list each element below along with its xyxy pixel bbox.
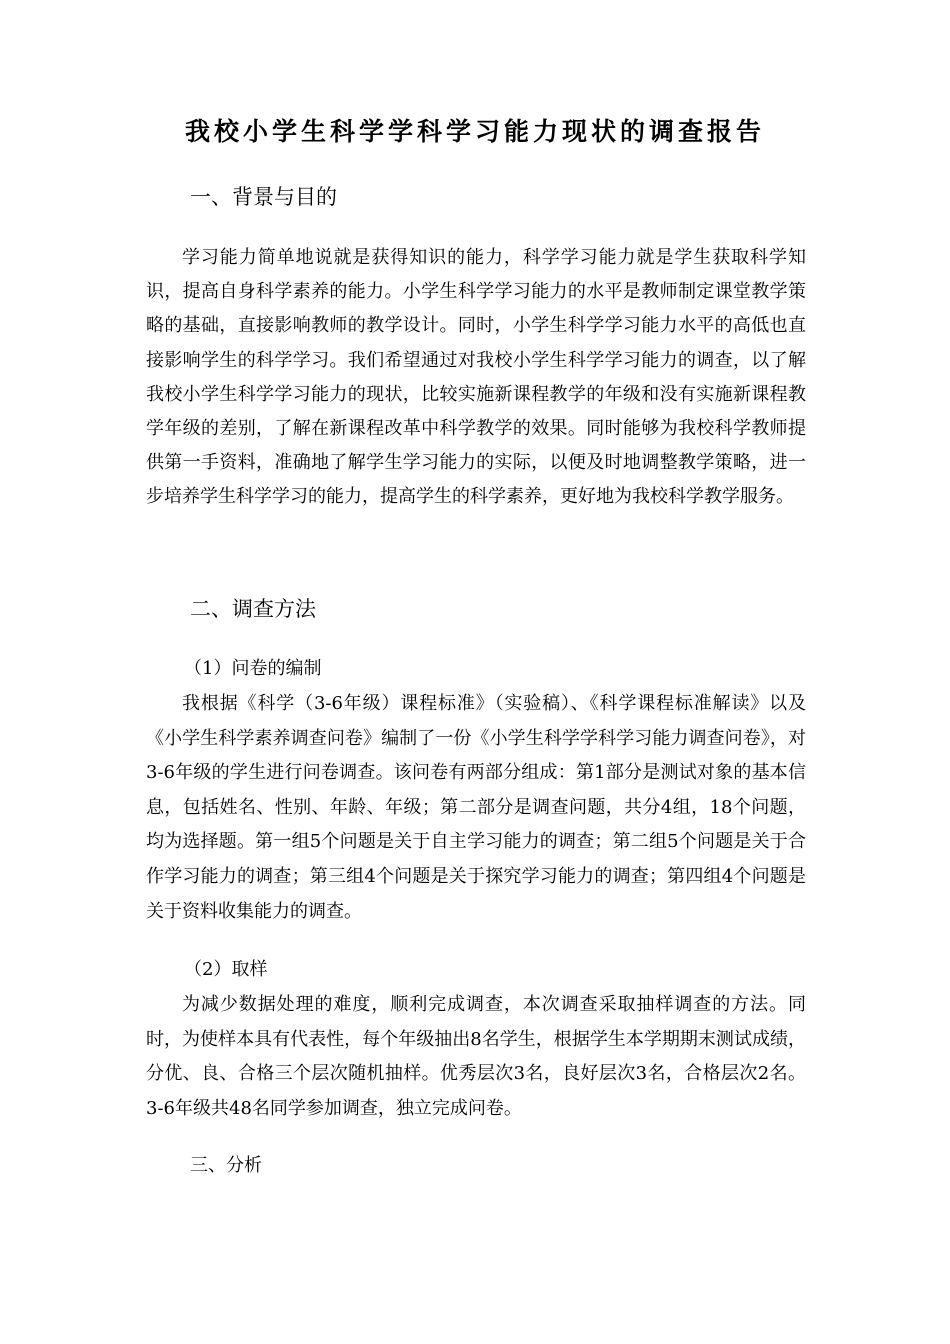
subsection-label-questionnaire: （1）问卷的编制 — [184, 658, 322, 679]
section-heading-background: 一、背景与目的 — [190, 185, 337, 209]
paragraph-background: 学习能力简单地说就是获得知识的能力，科学学习能力就是学生获取科学知识，提高自身科学素养的能力。小学生科学学习能力的水平是教师制定课堂教学策略的基础，直接影响教师的教学设计。同时，小学生科学学习能力水平的高低也直接影响学生的科学学习。我们希望通过对我校小学生科学学习能力的调查，以了解我校小学生科学学习能力的现状，比较实施新课程教学的年级和没有实施新课程教学年级的差别，了解在新课程改革中科学教学的效果。同时能够为我校科学教师提供第一手资料，准确地了解学生学习能力的实际，以便及时地调整教学策略，进一步培养学生科学学习的能力，提高学生的科学素养，更好地为我校科学教学服务。 — [146, 247, 806, 508]
paragraph-questionnaire: 我根据《科学（3-6年级）课程标准》（实验稿）、《科学课程标准解读》以及《小学生科学素养调查问卷》编制了一份《小学生科学学科学习能力调查问卷》，对3-6年级的学生进行问卷调查。该问卷有两部分组成：第1部分是测试对象的基本信息，包括姓名、性别、年龄、年级；第二部分是调查问题，共分4组，18个问题，均为选择题。第一组5个问题是关于自主学习能力的调查；第二组5个问题是关于合作学习能力的调查；第三组4个问题是关于探究学习能力的调查；第四组4个问题是关于资料收集能力的调查。 — [146, 693, 806, 922]
document-title: 我校小学生科学学科学习能力现状的调查报告 — [184, 117, 765, 146]
paragraph-sampling: 为减少数据处理的难度，顺利完成调查，本次调查采取抽样调查的方法。同时，为使样本具有代表性，每个年级抽出8名学生，根据学生本学期期末测试成绩，分优、良、合格三个层次随机抽样。优秀层次3名，良好层次3名，合格层次2名。3-6年级共48名同学参加调查，独立完成问卷。 — [146, 994, 806, 1119]
subsection-label-sampling: （2）取样 — [184, 959, 268, 980]
section-heading-analysis: 三、分析 — [190, 1155, 262, 1176]
section-heading-method: 二、调查方法 — [190, 597, 316, 621]
